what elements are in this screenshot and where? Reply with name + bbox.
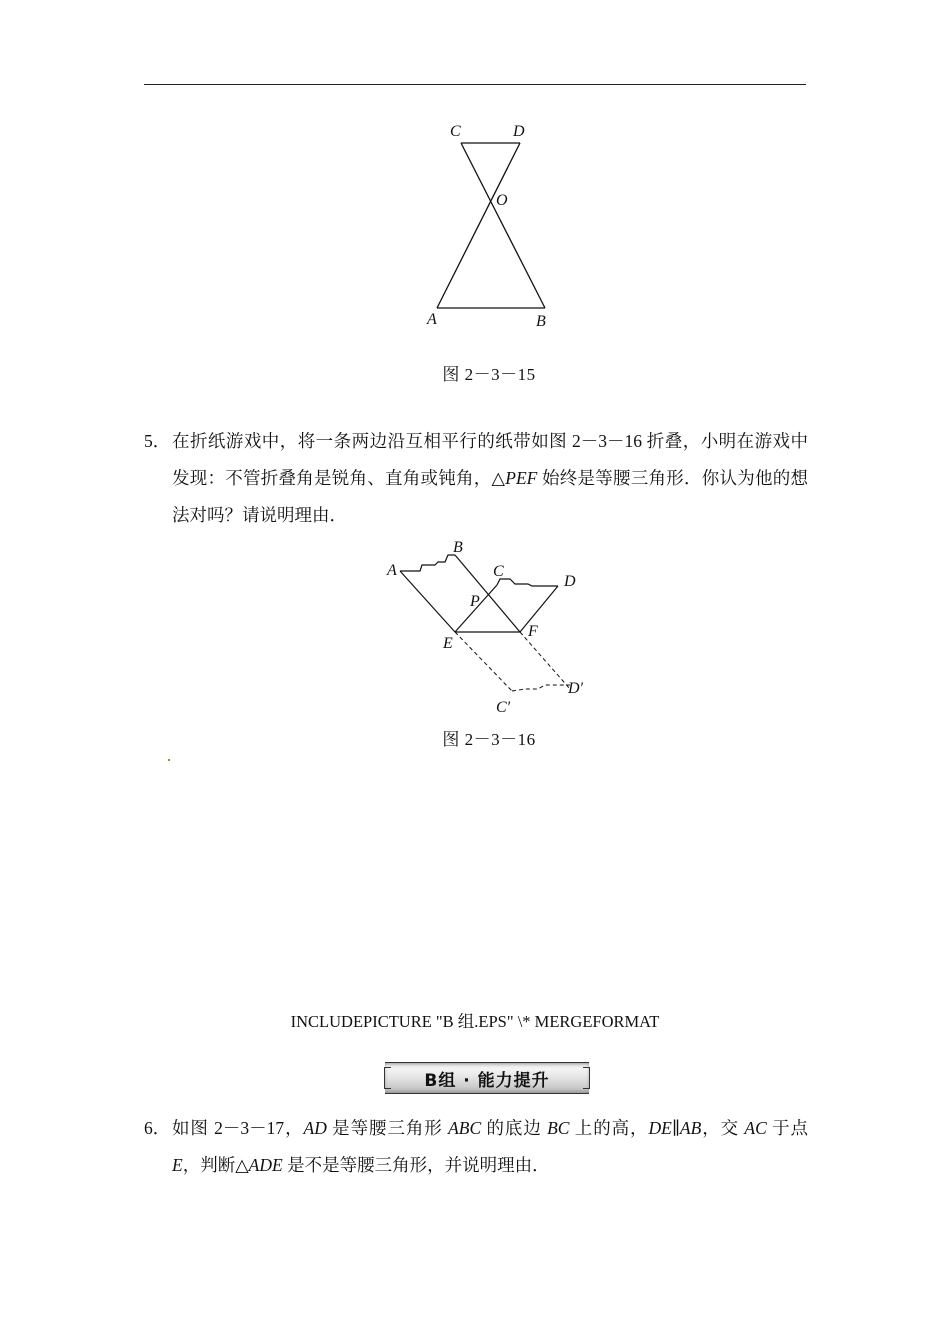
- segment-df: [520, 586, 558, 632]
- figure-2-3-16: [380, 535, 620, 720]
- label-b: B: [453, 539, 463, 556]
- problem-text: 如图 2－3－17，AD 是等腰三角形 ABC 的底边 BC 上的高，DE∥AB，交 AC 于点 E，判断△ADE 是不是等腰三角形，并说明理由．: [172, 1118, 809, 1175]
- label-a: A: [427, 311, 437, 328]
- section-banner-label: B组 · 能力提升: [424, 1070, 550, 1091]
- label-b: B: [536, 313, 546, 330]
- segment-ae: [400, 571, 455, 632]
- torn-edge-cd: [497, 579, 558, 586]
- label-a: A: [387, 562, 397, 579]
- figure-2-3-15: [400, 110, 580, 340]
- problem-6: [144, 1110, 808, 1184]
- dashed-ec-prime: [455, 632, 512, 691]
- segment-cb: [461, 143, 545, 308]
- label-c-prime: C′: [496, 699, 511, 716]
- problem-text: 在折纸游戏中，将一条两边沿互相平行的纸带如图 2－3－16 折叠，小明在游戏中发现：不管折叠角是锐角、直角或钝角，△PEF 始终是等腰三角形．你认为他的想法对吗？请说明理由．: [172, 431, 809, 525]
- header-rule: [144, 84, 806, 85]
- problem-5: [144, 423, 808, 534]
- dashed-torn-edge: [512, 685, 570, 691]
- label-d: D: [513, 123, 525, 140]
- problem-number: 5．: [144, 431, 171, 451]
- section-banner: [385, 1062, 589, 1094]
- label-p: P: [470, 593, 480, 610]
- figure-caption: 图 2－3－15: [442, 365, 536, 384]
- stray-mark: [168, 759, 170, 761]
- problem-number: 6．: [144, 1118, 171, 1138]
- label-d-prime: D′: [568, 680, 584, 697]
- figure-caption: 图 2－3－16: [442, 730, 536, 749]
- label-c: C: [493, 563, 504, 580]
- label-o: O: [496, 192, 508, 209]
- dashed-fd-prime: [520, 632, 570, 689]
- segment-da: [437, 143, 520, 308]
- field-code-text: INCLUDEPICTURE "B 组.EPS" \* MERGEFORMAT: [290, 1012, 660, 1031]
- label-d: D: [564, 573, 576, 590]
- label-e: E: [443, 635, 453, 652]
- label-f: F: [528, 623, 538, 640]
- label-c: C: [450, 123, 461, 140]
- torn-edge-ab: [400, 555, 455, 571]
